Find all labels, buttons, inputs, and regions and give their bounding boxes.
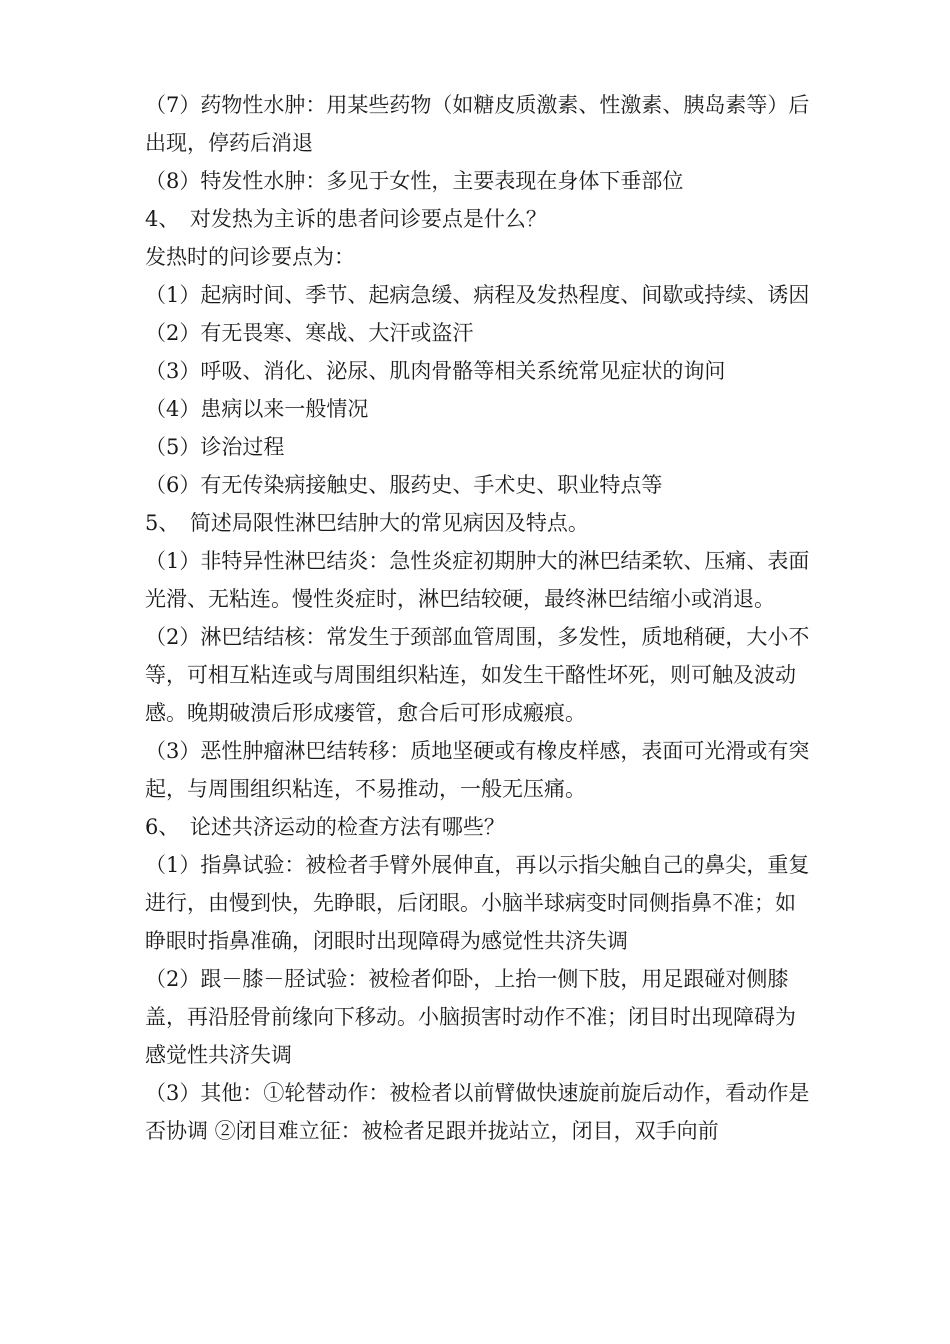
document-body xyxy=(145,86,815,1150)
answer-6-item-1: （1）指鼻试验：被检者手臂外展伸直，再以示指尖触自己的鼻尖，重复进行，由慢到快，先睁眼，后闭眼。小脑半球病变时同侧指鼻不准；如睁眼时指鼻准确，闭眼时出现障碍为感觉性共济失调 xyxy=(145,853,810,953)
answer-4-item-4: （4）患病以来一般情况 xyxy=(145,397,369,421)
paragraph-drug-edema: （7）药物性水肿：用某些药物（如糖皮质激素、性激素、胰岛素等）后出现，停药后消退 xyxy=(145,93,810,155)
answer-6-item-3: （3）其他：①轮替动作：被检者以前臂做快速旋前旋后动作，看动作是否协调 ②闭目难立征：被检者足跟并拢站立，闭目，双手向前 xyxy=(145,1081,810,1143)
answer-6-item-2: （2）跟－膝－胫试验：被检者仰卧，上抬一侧下肢，用足跟碰对侧膝盖，再沿胫骨前缘向下移动。小脑损害时动作不准；闭目时出现障碍为感觉性共济失调 xyxy=(145,967,796,1067)
answer-5-item-1: （1）非特异性淋巴结炎：急性炎症初期肿大的淋巴结柔软、压痛、表面光滑、无粘连。慢性炎症时，淋巴结较硬，最终淋巴结缩小或消退。 xyxy=(145,549,810,611)
answer-4-item-2: （2）有无畏寒、寒战、大汗或盗汗 xyxy=(145,321,474,345)
question-6-heading: 6、 论述共济运动的检查方法有哪些？ xyxy=(145,815,505,839)
answer-4-item-3: （3）呼吸、消化、泌尿、肌肉骨骼等相关系统常见症状的询问 xyxy=(145,359,726,383)
answer-4-intro: 发热时的问诊要点为： xyxy=(145,245,355,269)
question-4-heading: 4、 对发热为主诉的患者问诊要点是什么？ xyxy=(145,207,547,231)
answer-4-item-1: （1）起病时间、季节、起病急缓、病程及发热程度、间歇或持续、诱因 xyxy=(145,283,810,307)
paragraph-idiopathic-edema: （8）特发性水肿：多见于女性，主要表现在身体下垂部位 xyxy=(145,169,684,193)
answer-5-item-2: （2）淋巴结结核：常发生于颈部血管周围，多发性，质地稍硬，大小不等，可相互粘连或与周围组织粘连，如发生干酪性坏死，则可触及波动感。晚期破溃后形成瘘管，愈合后可形成瘢痕。 xyxy=(145,625,810,725)
answer-4-item-6: （6）有无传染病接触史、服药史、手术史、职业特点等 xyxy=(145,473,663,497)
question-5-heading: 5、 简述局限性淋巴结肿大的常见病因及特点。 xyxy=(145,511,589,535)
answer-4-item-5: （5）诊治过程 xyxy=(145,435,285,459)
answer-5-item-3: （3）恶性肿瘤淋巴结转移：质地坚硬或有橡皮样感，表面可光滑或有突起，与周围组织粘连，不易推动，一般无压痛。 xyxy=(145,739,810,801)
